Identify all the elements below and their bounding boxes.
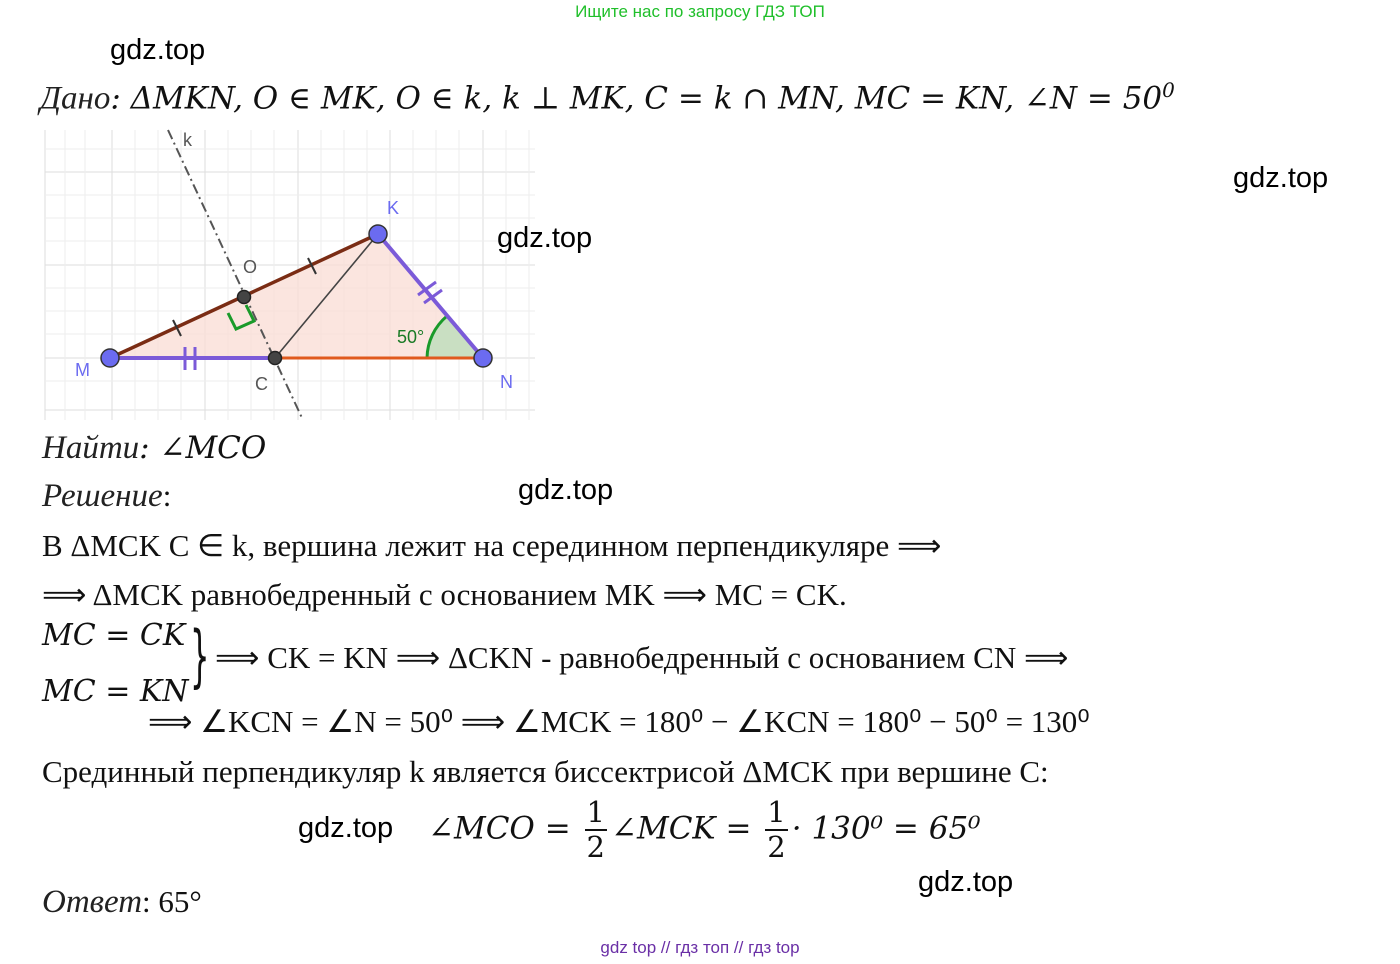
point-c — [269, 352, 282, 365]
formula-part-3: · 130⁰ = 65⁰ — [791, 810, 981, 847]
find-line — [42, 430, 266, 467]
formula-part-2: ∠MCK = — [611, 810, 752, 847]
label-m: M — [75, 360, 90, 380]
given-sup: 0 — [1162, 78, 1175, 102]
system-brace: } — [190, 617, 210, 696]
label-k-line: k — [183, 130, 192, 150]
system-block — [42, 620, 189, 708]
system-line-1: MC = CK — [42, 618, 186, 653]
solution-line-5: Срединный перпендикуляр k является биссектрисой ΔMCK при вершине C: — [42, 754, 1049, 789]
find-label: Найти — [42, 430, 140, 466]
find-text: : ∠MCO — [139, 430, 267, 466]
bottom-banner[interactable]: gdz top // гдз топ // гдз top — [600, 938, 800, 957]
triangle-figure — [40, 120, 540, 425]
given-line — [40, 78, 1175, 117]
label-c: C — [255, 374, 268, 394]
watermark: gdz.top — [497, 222, 593, 254]
solution-heading — [42, 478, 171, 515]
label-angle-n: 50° — [397, 327, 425, 347]
point-m — [101, 349, 119, 367]
solution-line-3: ⟹ CK = KN ⟹ ΔCKN - равнобедренный с основанием CN ⟹ — [215, 640, 1069, 675]
point-n — [474, 349, 492, 367]
watermark: gdz.top — [918, 866, 1014, 898]
watermark: gdz.top — [518, 474, 614, 506]
solution-line-2: ⟹ ΔMCK равнобедренный с основанием MK ⟹ MC = CK. — [42, 577, 847, 612]
label-k: K — [387, 198, 400, 218]
top-banner[interactable]: Ищите нас по запросу ГДЗ ТОП — [575, 2, 825, 21]
fraction-numerator: 1 — [586, 795, 605, 829]
triangle-fill — [110, 234, 483, 358]
given-text: : ΔMKN, O ∈ MK, O ∈ k, k ⊥ MK, C = k ∩ MN, MC = KN, ∠N = 50 — [110, 80, 1163, 117]
watermark: gdz.top — [1233, 162, 1329, 194]
system-line-2: MC = KN — [42, 674, 189, 709]
label-n: N — [500, 372, 513, 392]
fraction-half-1 — [585, 795, 607, 864]
formula-line — [428, 795, 981, 864]
solution-colon: : — [162, 478, 172, 513]
answer-label: Ответ — [42, 884, 143, 920]
solution-line-1: В ΔMCK C ∈ k, вершина лежит на серединном перпендикуляре ⟹ — [42, 528, 942, 563]
fraction-denominator: 2 — [586, 830, 605, 864]
fraction-numerator: 1 — [767, 795, 786, 829]
formula-part-1: ∠MCO = — [428, 810, 571, 847]
answer-line — [42, 884, 202, 921]
watermark: gdz.top — [298, 812, 394, 844]
watermark: gdz.top — [110, 34, 206, 66]
point-o — [238, 291, 251, 304]
answer-text: : 65° — [142, 884, 202, 919]
fraction-denominator: 2 — [767, 830, 786, 864]
line-k — [168, 130, 302, 418]
point-k — [369, 225, 387, 243]
solution-label: Решение — [42, 478, 163, 514]
label-o: O — [243, 257, 258, 277]
fraction-half-2 — [765, 795, 787, 864]
solution-line-4: ⟹ ∠KCN = ∠N = 50⁰ ⟹ ∠MCK = 180⁰ − ∠KCN = 180⁰ − 50⁰ = 130⁰ — [148, 704, 1090, 739]
given-label: Дано — [40, 80, 111, 117]
